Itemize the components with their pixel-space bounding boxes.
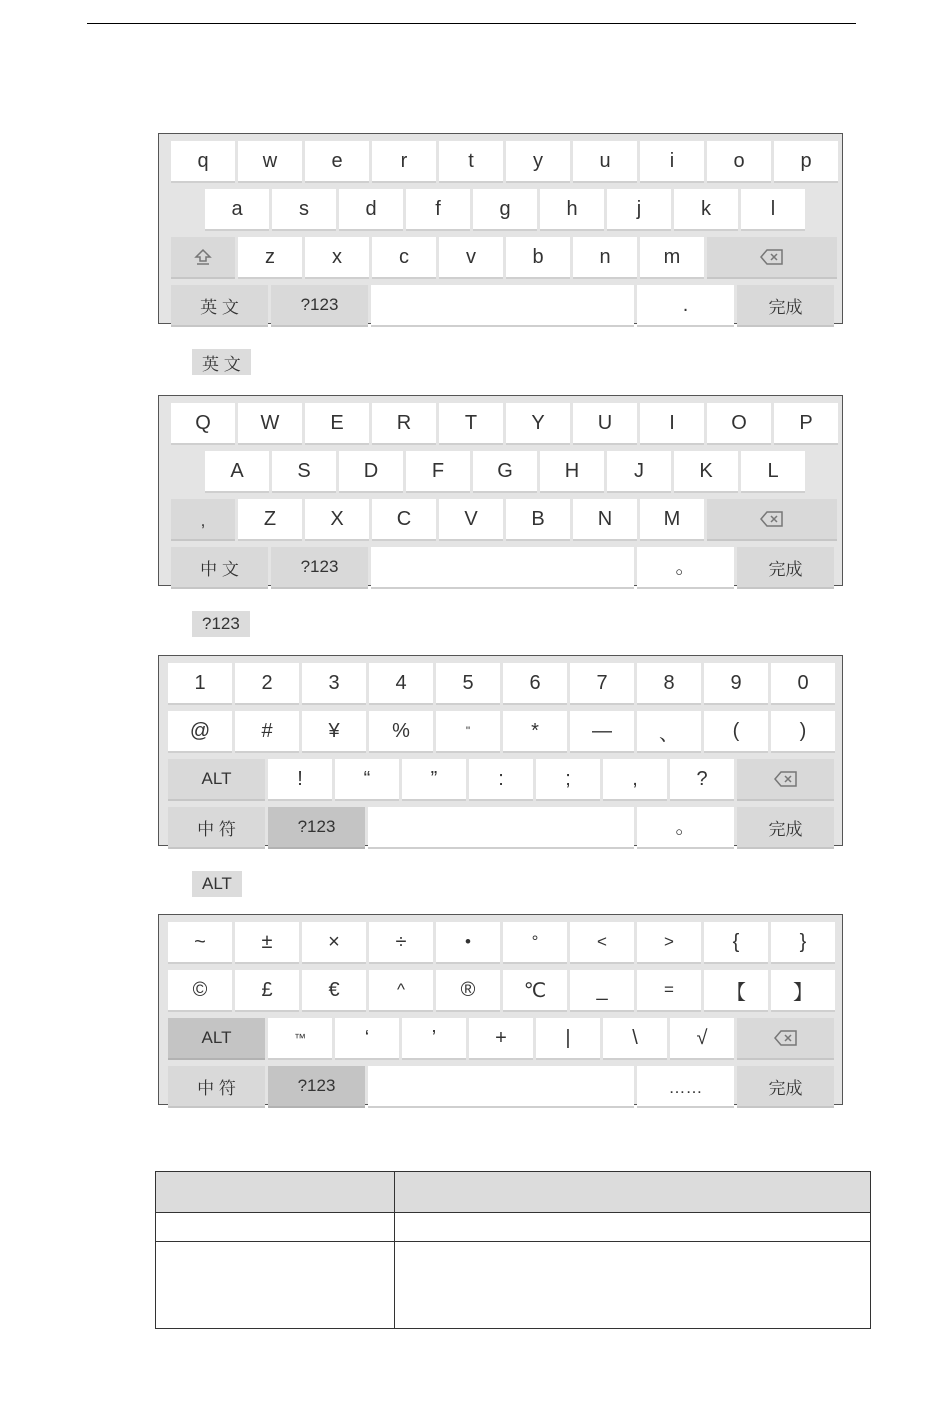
key-0[interactable]: 0 xyxy=(771,663,835,705)
key-sqrt[interactable]: √ xyxy=(670,1018,734,1060)
table-header-cell xyxy=(156,1172,395,1213)
key-H[interactable]: H xyxy=(540,451,604,493)
key-question[interactable]: ? xyxy=(670,759,734,801)
alt-key[interactable]: ALT xyxy=(168,1018,265,1060)
key-exclaim[interactable]: ! xyxy=(268,759,332,801)
key-open-squote[interactable]: ‘ xyxy=(335,1018,399,1060)
key-paren-right[interactable]: ) xyxy=(771,711,835,753)
space-key[interactable] xyxy=(368,807,634,849)
key-degree[interactable]: ° xyxy=(503,922,567,964)
backspace-icon xyxy=(774,771,798,787)
key-I[interactable]: I xyxy=(640,403,704,445)
table-cell xyxy=(395,1242,871,1329)
backspace-key[interactable] xyxy=(737,759,834,801)
key-m[interactable]: m xyxy=(640,237,704,279)
keyboard-lowercase xyxy=(158,133,843,324)
label-english: 英 文 xyxy=(192,349,251,375)
table-header-cell xyxy=(395,1172,871,1213)
key-6[interactable]: 6 xyxy=(503,663,567,705)
numbers-key[interactable]: ?123 xyxy=(268,1066,365,1108)
key-plus-minus[interactable]: ± xyxy=(235,922,299,964)
ellipsis-key[interactable]: …… xyxy=(637,1066,734,1108)
key-lenticular-left[interactable]: 【 xyxy=(704,970,768,1012)
key-close-squote[interactable]: ’ xyxy=(402,1018,466,1060)
key-q[interactable]: q xyxy=(171,141,235,183)
backspace-icon xyxy=(774,1030,798,1046)
table-cell xyxy=(156,1213,395,1242)
key-e[interactable]: e xyxy=(305,141,369,183)
key-g[interactable]: g xyxy=(473,189,537,231)
key-asterisk[interactable]: * xyxy=(503,711,567,753)
key-comma[interactable]: , xyxy=(603,759,667,801)
table-cell xyxy=(395,1213,871,1242)
key-yen[interactable]: ¥ xyxy=(302,711,366,753)
key-tilde[interactable]: ~ xyxy=(168,922,232,964)
key-3[interactable]: 3 xyxy=(302,663,366,705)
key-s[interactable]: s xyxy=(272,189,336,231)
key-paren-left[interactable]: ( xyxy=(704,711,768,753)
shift-icon xyxy=(193,247,213,267)
backspace-icon xyxy=(760,511,784,527)
key-r[interactable]: r xyxy=(372,141,436,183)
key-euro[interactable]: € xyxy=(302,970,366,1012)
numbers-key[interactable]: ?123 xyxy=(268,807,365,849)
backspace-icon xyxy=(760,249,784,265)
keyboard-alt-symbols xyxy=(158,914,843,1105)
key-1[interactable]: 1 xyxy=(168,663,232,705)
done-key[interactable]: 完成 xyxy=(737,547,834,589)
key-E[interactable]: E xyxy=(305,403,369,445)
key-underscore[interactable]: _ xyxy=(570,970,634,1012)
backspace-key[interactable] xyxy=(737,1018,834,1060)
key-pipe[interactable]: | xyxy=(536,1018,600,1060)
key-p[interactable]: p xyxy=(774,141,838,183)
comma-key[interactable]: , xyxy=(171,499,235,541)
key-pound[interactable]: £ xyxy=(235,970,299,1012)
key-T[interactable]: T xyxy=(439,403,503,445)
key-bullet[interactable]: • xyxy=(436,922,500,964)
key-i[interactable]: i xyxy=(640,141,704,183)
key-P[interactable]: P xyxy=(774,403,838,445)
key-d[interactable]: d xyxy=(339,189,403,231)
key-S[interactable]: S xyxy=(272,451,336,493)
key-multiply[interactable]: × xyxy=(302,922,366,964)
key-caret[interactable]: ^ xyxy=(369,970,433,1012)
key-7[interactable]: 7 xyxy=(570,663,634,705)
key-L[interactable]: L xyxy=(741,451,805,493)
space-key[interactable] xyxy=(368,1066,634,1108)
info-table xyxy=(155,1171,871,1329)
symbols-key[interactable]: 中 符 xyxy=(168,1066,265,1108)
key-celsius[interactable]: ℃ xyxy=(503,970,567,1012)
key-5[interactable]: 5 xyxy=(436,663,500,705)
key-9[interactable]: 9 xyxy=(704,663,768,705)
key-K[interactable]: K xyxy=(674,451,738,493)
key-percent[interactable]: % xyxy=(369,711,433,753)
key-A[interactable]: A xyxy=(205,451,269,493)
key-x[interactable]: x xyxy=(305,237,369,279)
language-key[interactable]: 中 文 xyxy=(171,547,268,589)
key-at[interactable]: @ xyxy=(168,711,232,753)
period-key[interactable]: . xyxy=(637,285,734,327)
key-j[interactable]: j xyxy=(607,189,671,231)
key-w[interactable]: w xyxy=(238,141,302,183)
table-header-row xyxy=(156,1172,871,1213)
backspace-key[interactable] xyxy=(707,499,837,541)
key-close-dquote[interactable]: ” xyxy=(402,759,466,801)
keyboard-uppercase xyxy=(158,395,843,586)
numbers-key[interactable]: ?123 xyxy=(271,285,368,327)
key-b[interactable]: b xyxy=(506,237,570,279)
key-R[interactable]: R xyxy=(372,403,436,445)
key-4[interactable]: 4 xyxy=(369,663,433,705)
space-key[interactable] xyxy=(371,547,634,589)
key-a[interactable]: a xyxy=(205,189,269,231)
top-rule xyxy=(87,23,856,24)
key-D[interactable]: D xyxy=(339,451,403,493)
key-C[interactable]: C xyxy=(372,499,436,541)
key-copyright[interactable]: © xyxy=(168,970,232,1012)
key-t[interactable]: t xyxy=(439,141,503,183)
key-z[interactable]: z xyxy=(238,237,302,279)
key-plus[interactable]: + xyxy=(469,1018,533,1060)
key-M[interactable]: M xyxy=(640,499,704,541)
key-dash[interactable]: — xyxy=(570,711,634,753)
key-8[interactable]: 8 xyxy=(637,663,701,705)
key-c[interactable]: c xyxy=(372,237,436,279)
space-key[interactable] xyxy=(371,285,634,327)
key-colon[interactable]: : xyxy=(469,759,533,801)
key-k[interactable]: k xyxy=(674,189,738,231)
key-u[interactable]: u xyxy=(573,141,637,183)
key-open-dquote[interactable]: “ xyxy=(335,759,399,801)
key-lenticular-right[interactable]: 】 xyxy=(771,970,835,1012)
key-backslash[interactable]: \ xyxy=(603,1018,667,1060)
key-trademark[interactable]: ™ xyxy=(268,1018,332,1060)
key-semicolon[interactable]: ; xyxy=(536,759,600,801)
numbers-key[interactable]: ?123 xyxy=(271,547,368,589)
done-key[interactable]: 完成 xyxy=(737,285,834,327)
key-U[interactable]: U xyxy=(573,403,637,445)
key-X[interactable]: X xyxy=(305,499,369,541)
key-enum-comma[interactable]: 、 xyxy=(637,711,701,753)
key-o[interactable]: o xyxy=(707,141,771,183)
key-V[interactable]: V xyxy=(439,499,503,541)
key-less-than[interactable]: < xyxy=(570,922,634,964)
alt-key[interactable]: ALT xyxy=(168,759,265,801)
key-f[interactable]: f xyxy=(406,189,470,231)
symbols-key[interactable]: 中 符 xyxy=(168,807,265,849)
key-O[interactable]: O xyxy=(707,403,771,445)
key-W[interactable]: W xyxy=(238,403,302,445)
done-key[interactable]: 完成 xyxy=(737,1066,834,1108)
key-registered[interactable]: ® xyxy=(436,970,500,1012)
table-row xyxy=(156,1242,871,1329)
key-Q[interactable]: Q xyxy=(171,403,235,445)
key-J[interactable]: J xyxy=(607,451,671,493)
shift-key[interactable] xyxy=(171,237,235,279)
key-v[interactable]: v xyxy=(439,237,503,279)
key-G[interactable]: G xyxy=(473,451,537,493)
period-key[interactable]: 。 xyxy=(637,547,734,589)
key-Z[interactable]: Z xyxy=(238,499,302,541)
period-key[interactable]: 。 xyxy=(637,807,734,849)
key-brace-right[interactable]: } xyxy=(771,922,835,964)
table-row xyxy=(156,1213,871,1242)
key-B[interactable]: B xyxy=(506,499,570,541)
key-n[interactable]: n xyxy=(573,237,637,279)
key-2[interactable]: 2 xyxy=(235,663,299,705)
key-divide[interactable]: ÷ xyxy=(369,922,433,964)
key-F[interactable]: F xyxy=(406,451,470,493)
key-N[interactable]: N xyxy=(573,499,637,541)
key-equals[interactable]: = xyxy=(637,970,701,1012)
key-l[interactable]: l xyxy=(741,189,805,231)
key-hash[interactable]: # xyxy=(235,711,299,753)
key-Y[interactable]: Y xyxy=(506,403,570,445)
key-h[interactable]: h xyxy=(540,189,604,231)
key-greater-than[interactable]: > xyxy=(637,922,701,964)
label-numbers: ?123 xyxy=(192,611,250,637)
key-quote[interactable]: " xyxy=(436,711,500,753)
keyboard-numbers xyxy=(158,655,843,846)
backspace-key[interactable] xyxy=(707,237,837,279)
key-y[interactable]: y xyxy=(506,141,570,183)
language-key[interactable]: 英 文 xyxy=(171,285,268,327)
done-key[interactable]: 完成 xyxy=(737,807,834,849)
key-brace-left[interactable]: { xyxy=(704,922,768,964)
label-alt: ALT xyxy=(192,871,242,897)
table-cell xyxy=(156,1242,395,1329)
